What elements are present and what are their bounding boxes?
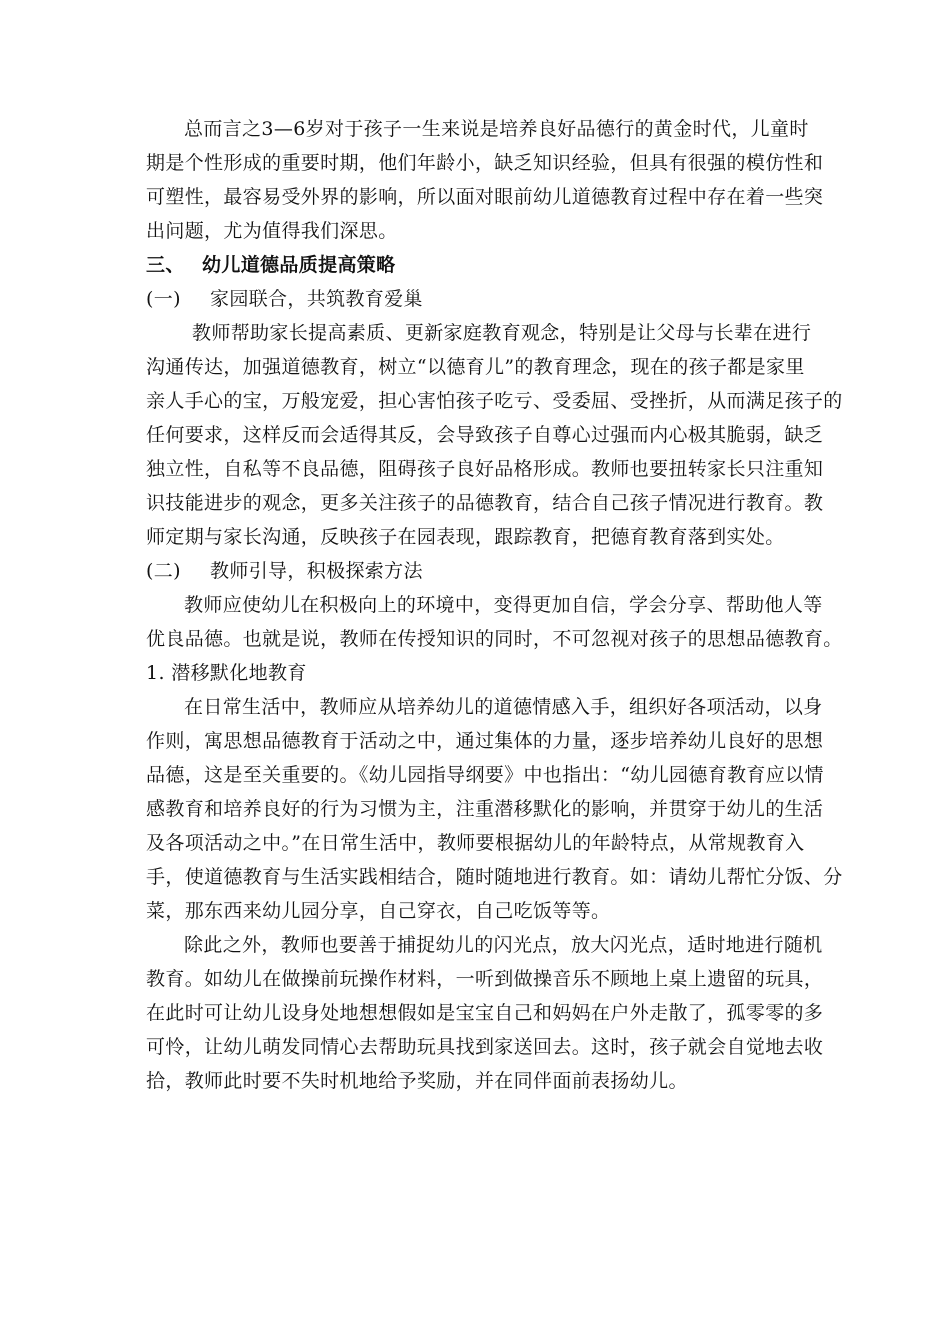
- text-line: 可怜，让幼儿萌发同情心去帮助玩具找到家送回去。这时，孩子就会自觉地去收: [146, 1036, 824, 1058]
- text-line: 可塑性，最容易受外界的影响，所以面对眼前幼儿道德教育过程中存在着一些突: [146, 186, 824, 208]
- text-line: 独立性，自私等不良品德，阻碍孩子良好品格形成。教师也要扭转家长只注重知: [146, 458, 824, 480]
- section-title: 幼儿道德品质提高策略: [202, 254, 396, 276]
- document-body: [146, 112, 843, 1098]
- paragraph-summary: [146, 112, 824, 248]
- text-line: 识技能进步的观念，更多关注孩子的品德教育，结合自己孩子情况进行教育。教: [146, 492, 824, 514]
- paragraph-highlights: [146, 928, 824, 1098]
- text-line: 沟通传达，加强道德教育，树立“以德育儿”的教育理念，现在的孩子都是家里: [146, 356, 805, 378]
- paragraph-teacher-guidance: [146, 588, 843, 656]
- text-line: 手，使道德教育与生活实践相结合，随时随地进行教育。如：请幼儿帮忙分饭、分: [146, 866, 843, 888]
- subsection-title: 教师引导，积极探索方法: [210, 560, 423, 582]
- subsection-number: (二): [146, 560, 181, 582]
- subsection-number: (一): [146, 288, 181, 310]
- text-line: 除此之外，教师也要善于捕捉幼儿的闪光点，放大闪光点，适时地进行随机: [184, 934, 823, 956]
- paragraph-home-school: [146, 316, 843, 554]
- subsection-heading-2: [146, 554, 810, 588]
- text-line: 拾，教师此时要不失时机地给予奖励，并在同伴面前表扬幼儿。: [146, 1070, 688, 1092]
- text-line: 教师帮助家长提高素质、更新家庭教育观念，特别是让父母与长辈在进行: [192, 322, 812, 344]
- subsection-heading-1: [146, 282, 810, 316]
- text-line: 出问题，尤为值得我们深思。: [146, 220, 398, 242]
- paragraph-daily-life: [146, 690, 843, 928]
- subsection-title: 家园联合，共筑教育爱巢: [210, 288, 423, 310]
- text-line: 感教育和培养良好的行为习惯为主，注重潜移默化的影响，并贯穿于幼儿的生活: [146, 798, 824, 820]
- text-line: 作则，寓思想品德教育于活动之中，通过集体的力量，逐步培养幼儿良好的思想: [146, 730, 824, 752]
- text-line: 亲人手心的宝，万般宠爱，担心害怕孩子吃亏、受委屈、受挫折，从而满足孩子的: [146, 390, 843, 412]
- text-line: 品德，这是至关重要的。《幼儿园指导纲要》中也指出：“幼儿园德育教育应以情: [146, 764, 824, 786]
- list-item-heading: 1. 潜移默化地教育: [146, 662, 307, 684]
- text-line: 期是个性形成的重要时期，他们年龄小，缺乏知识经验，但具有很强的模仿性和: [146, 152, 824, 174]
- text-line: 总而言之3—6岁对于孩子一生来说是培养良好品德行的黄金时代，儿童时: [184, 118, 809, 140]
- section-number: 三、: [146, 254, 185, 276]
- text-line: 师定期与家长沟通，反映孩子在园表现，跟踪教育，把德育教育落到实处。: [146, 526, 785, 548]
- text-line: 优良品德。也就是说，教师在传授知识的同时，不可忽视对孩子的思想品德教育。: [146, 628, 843, 650]
- text-line: 在此时可让幼儿设身处地想想假如是宝宝自己和妈妈在户外走散了，孤零零的多: [146, 1002, 824, 1024]
- text-line: 教师应使幼儿在积极向上的环境中，变得更加自信，学会分享、帮助他人等: [184, 594, 823, 616]
- text-line: 教育。如幼儿在做操前玩操作材料，一听到做操音乐不顾地上桌上遗留的玩具，: [146, 968, 824, 990]
- text-line: 菜，那东西来幼儿园分享，自己穿衣，自己吃饭等等。: [146, 900, 611, 922]
- text-line: 及各项活动之中。”在日常生活中，教师要根据幼儿的年龄特点，从常规教育入: [146, 832, 805, 854]
- section-heading-3: [146, 248, 810, 282]
- text-line: 任何要求，这样反而会适得其反，会导致孩子自尊心过强而内心极其脆弱，缺乏: [146, 424, 824, 446]
- text-line: 在日常生活中，教师应从培养幼儿的道德情感入手，组织好各项活动，以身: [184, 696, 823, 718]
